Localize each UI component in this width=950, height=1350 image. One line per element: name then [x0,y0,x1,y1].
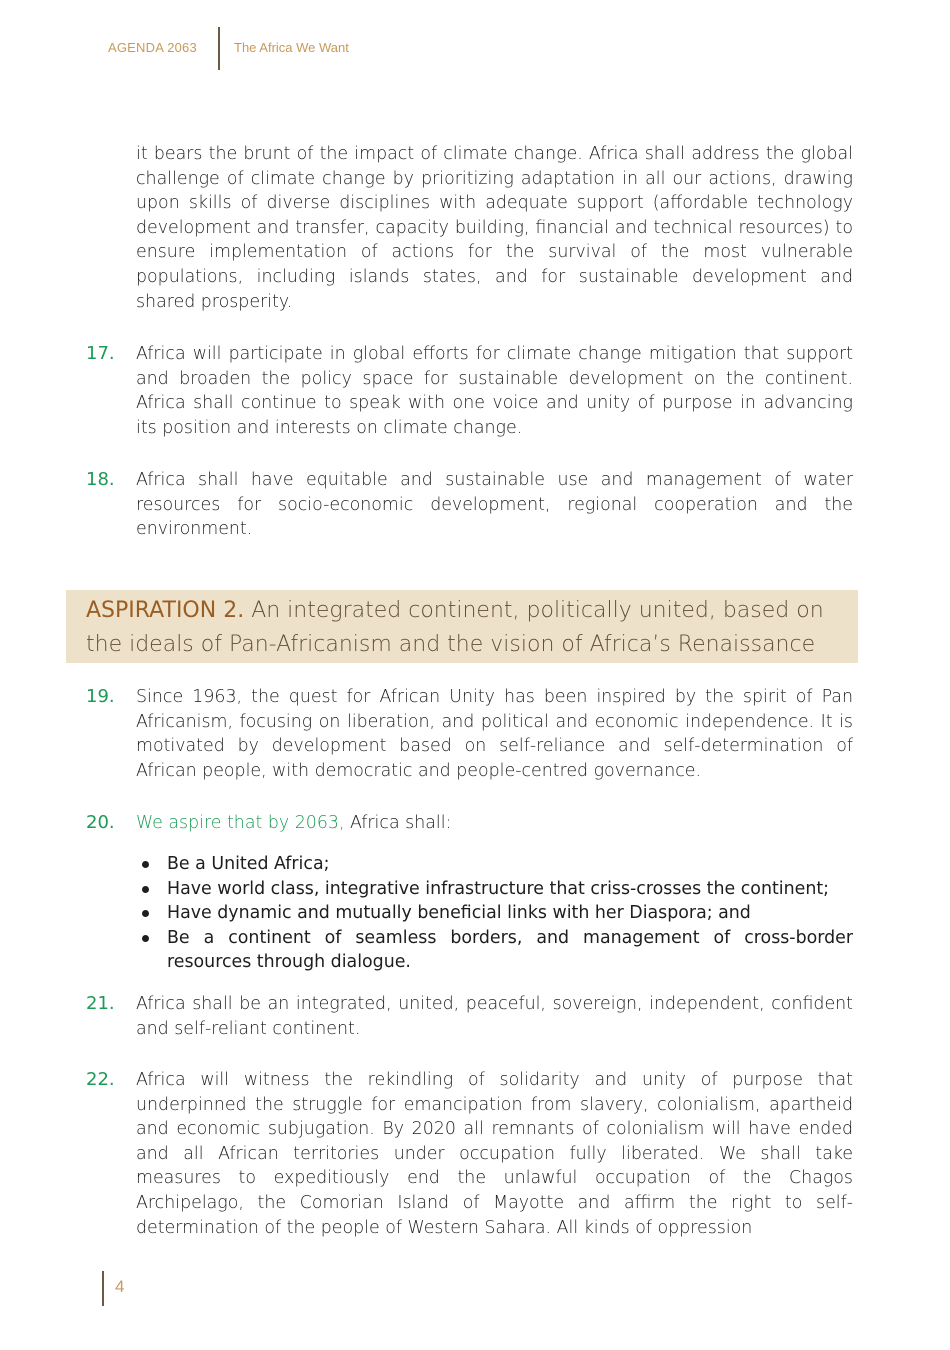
item-text-19: Since 1963, the quest for African Unity has been inspired by the spirit of Pan Africanism, focusing on liberation, and political and economic independence. It is motivated by development based on self-reliance and self-determination of African people, with democratic and people-centred governance. [136,687,853,781]
item-text-22: Africa will witness the rekindling of solidarity and unity of purpose that underpinned the struggle for emancipation from slavery, colonialism, apartheid and economic subjugation. By 2020 all remnants of colonialism will have ended and all African territories under occupation fully liberated. We shall take measures to expeditiously end the unlawful occupation of the Chagos Archipelago, the Comorian Island of Mayotte and affirm the right to self-determination of the people of Western Sahara. All kinds of oppression [136,1070,853,1238]
bullet-text: Have dynamic and mutually beneficial links with her Diaspora; and [167,903,751,924]
bullet-text: Be a United Africa; [167,854,330,874]
page-header [0,27,950,71]
item-text-21: Africa shall be an integrated, united, peaceful, sovereign, independent, confident and self-reliant continent. [136,994,853,1039]
aspiration-text: An integrated continent, politically united, based on the ideals of Pan-Africanism and the vision of Africa’s Renaissance [86,598,824,657]
header-divider [218,27,220,70]
bullet-icon [142,886,149,893]
item-number-22: 22. [86,1069,115,1090]
aspiration-label: ASPIRATION 2. [86,598,245,623]
item-text-18: Africa shall have equitable and sustainable use and management of water resources for socio-economic development, regional cooperation and the environment. [136,470,853,540]
continuation-paragraph: it bears the brunt of the impact of climate change. Africa shall address the global challenge of climate change by prioritizing adaptation in all our actions, drawing upon skills of diverse disciplines with adequate support (affordable technology development and transfer, capacity building, financial and technical resources) to ensure implementation of actions for the survival of the most vulnerable populations, including islands states, and for sustainable development and shared prosperity. [136,144,853,312]
list-item [136,901,853,926]
bullet-icon [142,861,149,868]
item-text-17: Africa will participate in global efforts for climate change mitigation that support and broaden the policy space for sustainable development on the continent. Africa shall continue to speak with one voice and unity of purpose in advancing its position and interests on climate change. [136,344,853,438]
bullet-text: Be a continent of seamless borders, and management of cross-border resources through dialogue. [167,927,853,973]
list-item [136,852,853,877]
item-number-17: 17. [86,343,115,364]
item-number-18: 18. [86,469,115,490]
bullet-icon [142,935,149,942]
header-document-title: AGENDA 2063 [108,40,197,55]
aspiration-heading [86,594,838,662]
item-text-20 [136,811,853,836]
item-20-lead: We aspire that by 2063, [136,813,345,833]
footer-divider [102,1271,104,1306]
bullet-icon [142,910,149,917]
list-item [136,877,853,902]
aspiration-bullet-list [136,852,853,975]
item-20-text: Africa shall: [344,813,452,833]
item-number-19: 19. [86,686,115,707]
header-subtitle: The Africa We Want [234,40,349,55]
bullet-text: Have world class, integrative infrastructure that criss-crosses the continent; [167,878,830,899]
item-number-21: 21. [86,993,115,1014]
page-number: 4 [115,1277,125,1296]
list-item [136,926,853,975]
aspiration-banner [66,590,858,663]
item-number-20: 20. [86,812,115,833]
